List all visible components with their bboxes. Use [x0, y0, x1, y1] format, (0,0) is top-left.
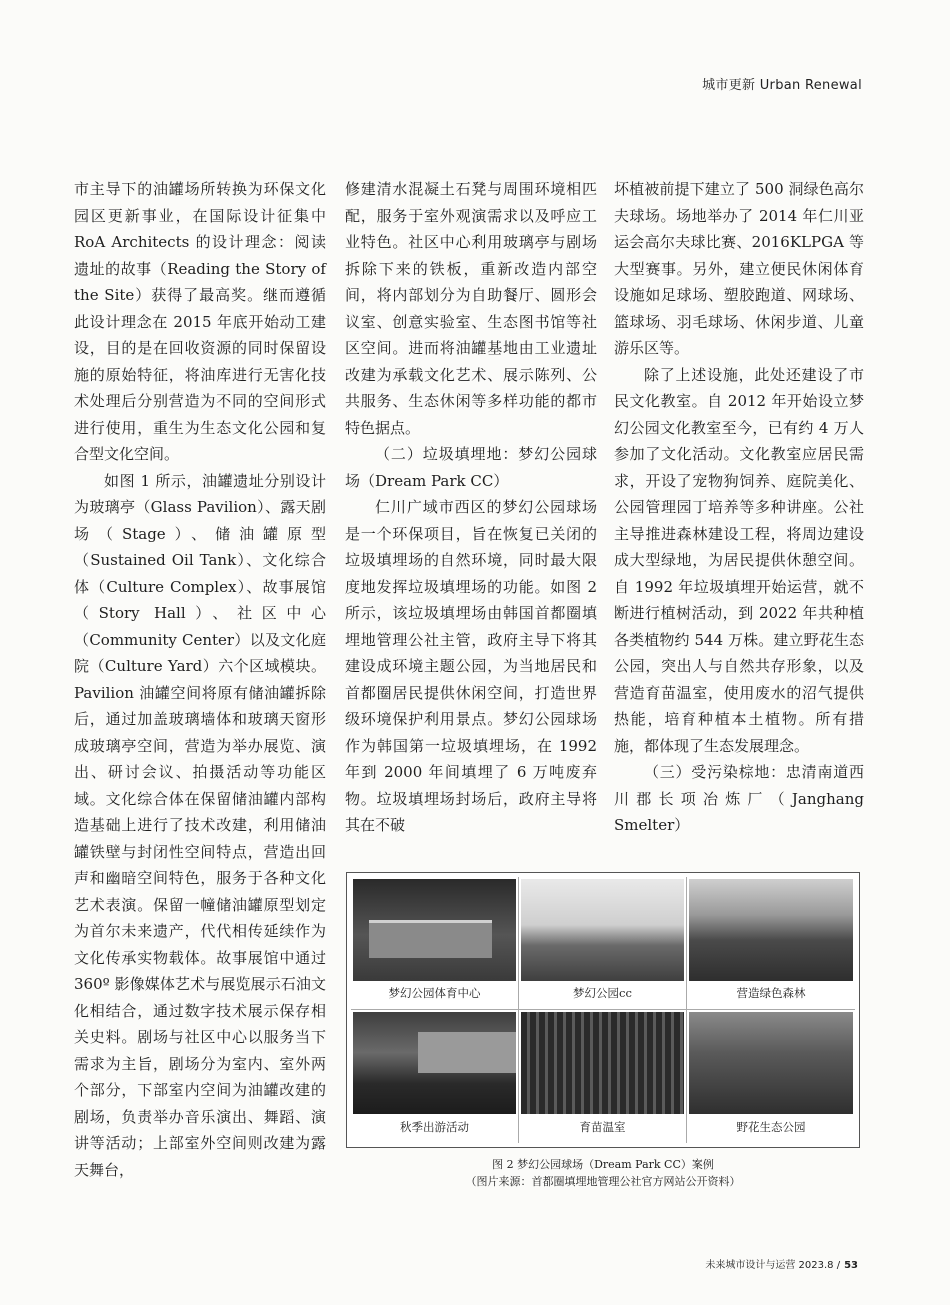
section-header: 城市更新 Urban Renewal [702, 78, 862, 93]
photo-caption: 营造绿色森林 [736, 986, 806, 1000]
paragraph: 市主导下的油罐场所转换为环保文化园区更新事业，在国际设计征集中 RoA Architects 的设计理念：阅读遗址的故事（Reading the Story of the Site）获得了最高奖。继而遵循此设计理念在 2015 年底开始动工建设，目的是在回收资源的同时保留设施的原始特征，将油库进行无害化技术处理后分别营造为不同的空间形式进行使用，重生为生态文化公园和复合型文化空间。 [74, 180, 326, 463]
paragraph: 除了上述设施，此处还建设了市民文化教室。自 2012 年开始设立梦幻公园文化教室至今，已有约 4 万人参加了文化活动。文化教室应居民需求，开设了宠物狗饲养、庭院美化、公园管理园丁培养等多种讲座。公社主导推进森林建设工程，将周边建设成大型绿地，为居民提供休憩空间。自 1992 年垃圾填埋开始运营，就不断进行植树活动，到 2022 年共种植各类植物约 544 万株。建立野花生态公园，突出人与自然共存形象，以及营造育苗温室，使用废水的沼气提供热能，培育种植本土植物。所有措施，都体现了生态发展理念。 [614, 365, 864, 755]
wildflower-park-photo [689, 1012, 853, 1114]
forest-planting-photo [689, 879, 853, 981]
paragraph: 修建清水混凝土石凳与周围环境相匹配，服务于室外观演需求以及呼应工业特色。社区中心利用玻璃亭与剧场拆除下来的铁板，重新改造内部空间，将内部划分为自助餐厅、圆形会议室、创意实验室、生态图书馆等社区空间。进而将油罐基地由工业遗址改建为承载文化艺术、展示陈列、公共服务、生态休闲等多样功能的都市特色据点。 [345, 180, 597, 437]
greenhouse-photo [521, 1012, 684, 1114]
golf-course-photo [521, 879, 684, 981]
photo-caption: 秋季出游活动 [400, 1120, 469, 1134]
figure-2 [346, 872, 860, 1148]
autumn-outing-photo [353, 1012, 516, 1114]
text-column-1 [74, 176, 326, 1183]
text-column-3 [614, 176, 864, 839]
photo-caption: 野花生态公园 [736, 1120, 806, 1134]
paragraph: 仁川广域市西区的梦幻公园球场是一个环保项目，旨在恢复已关闭的垃圾填埋场的自然环境，同时最大限度地发挥垃圾填埋场的功能。如图 2 所示，该垃圾填埋场由韩国首都圈填埋地管理公社主管，政府主导下将其建设成环境主题公园，为当地居民和首都圈居民提供休闲空间，打造世界级环境保护利用景点。梦幻公园球场作为韩国第一垃圾填埋场，在 1992 年到 2000 年间填埋了 6 万吨废弃物。垃圾填埋场封场后，政府主导将其在不破 [345, 498, 597, 834]
photo-grid [351, 877, 855, 1143]
photo-caption: 梦幻公园cc [573, 986, 632, 1000]
text-column-2 [345, 176, 597, 839]
figure-cell [351, 1010, 519, 1143]
figure-cell [351, 877, 519, 1010]
photo-caption: 育苗温室 [579, 1120, 626, 1134]
sports-center-photo [353, 879, 516, 981]
subheading: （三）受污染棕地：忠清南道西川郡长项冶炼厂（Janghang Smelter） [614, 763, 864, 834]
paragraph: 坏植被前提下建立了 500 洞绿色高尔夫球场。场地举办了 2014 年仁川亚运会高尔夫球比赛、2016KLPGA 等大型赛事。另外，建立便民休闲体育设施如足球场、塑胶跑道、网球场、篮球场、羽毛球场、休闲步道、儿童游乐区等。 [614, 180, 864, 357]
figure-cell [687, 1010, 855, 1143]
journal-name: 未来城市设计与运营 2023.8 / [705, 1260, 841, 1271]
photo-caption: 梦幻公园体育中心 [388, 986, 481, 1000]
paragraph: 如图 1 所示，油罐遗址分别设计为玻璃亭（Glass Pavilion）、露天剧场（Stage）、储油罐原型（Sustained Oil Tank）、文化综合体（Culture Complex）、故事展馆（Story Hall）、社区中心（Community Center）以及文化庭院（Culture Yard）六个区域模块。Pavilion 油罐空间将原有储油罐拆除后，通过加盖玻璃墙体和玻璃天窗形成玻璃亭空间，营造为举办展览、演出、研讨会议、拍摄活动等功能区域。文化综合体在保留储油罐内部构造基础上进行了技术改建，利用储油罐铁壁与封闭性空间特点，营造出回声和幽暗空间特色，服务于各种文化艺术表演。保留一幢储油罐原型划定为首尔未来遗产，代代相传延续作为文化传承实物载体。故事展馆中通过 360º 影像媒体艺术与展览展示石油文化相结合，通过数字技术展示保存相关史料。剧场与社区中心以服务当下需求为主旨，剧场分为室内、室外两个部分，下部室内空间为油罐改建的剧场，负责举办音乐演出、舞蹈、演讲等活动；上部室外空间则改建为露天舞台， [74, 471, 326, 1179]
figure-cell [687, 877, 855, 1010]
figure-cell [519, 1010, 687, 1143]
figure-title: 图 2 梦幻公园球场（Dream Park CC）案例 [492, 1158, 714, 1171]
figure-source: （图片来源：首都圈填埋地管理公社官方网站公开资料） [465, 1175, 741, 1188]
subheading: （二）垃圾填埋地：梦幻公园球场（Dream Park CC） [345, 445, 597, 490]
figure-cell [519, 877, 687, 1010]
page-footer [705, 1256, 858, 1271]
page-number: 53 [844, 1260, 858, 1271]
